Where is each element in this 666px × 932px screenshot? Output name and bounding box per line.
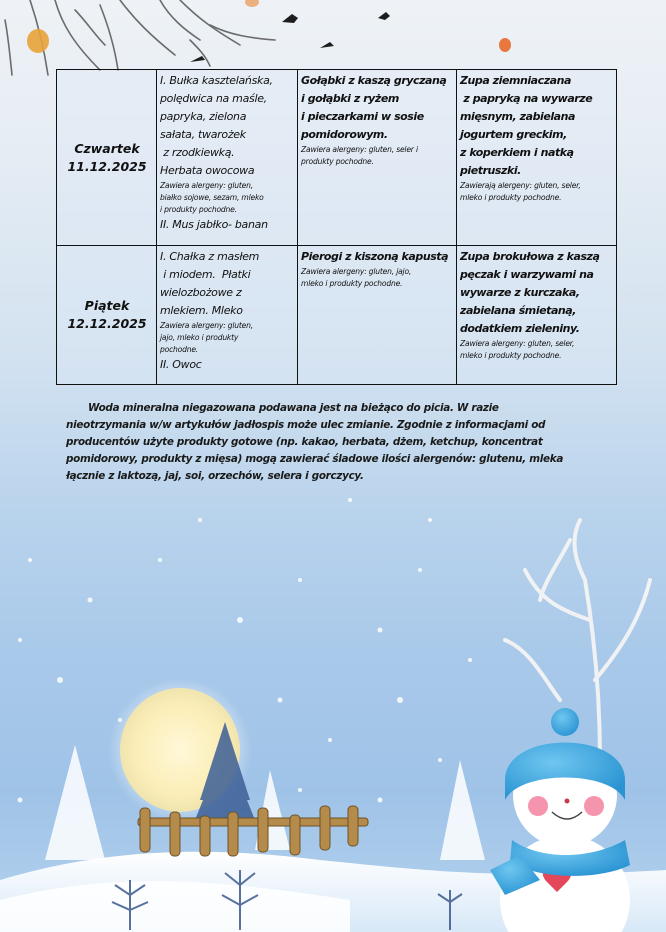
allergen-line: Zawiera alergeny: gluten, — [160, 181, 253, 190]
allergen-line: Zawiera alergeny: gluten, — [160, 321, 253, 330]
dish-line: Pierogi z kiszoną kapustą — [301, 250, 449, 263]
dish-line: wielozbożowe z — [160, 286, 242, 299]
dish-line: papryka, zielona — [160, 110, 247, 123]
allergen-line: Zawiera alergeny: gluten, jajo, — [301, 267, 412, 276]
note-line: pomidorowy, produkty z mięsa) mogą zawierać śladowe ilości alergenów: glutenu, mleka — [66, 453, 564, 465]
table-row — [57, 70, 617, 246]
menu-table — [56, 69, 617, 385]
autumn-leaf — [245, 0, 259, 7]
main-course-cell — [298, 70, 457, 246]
note-line: producentów użyte produkty gotowe (np. kakao, herbata, dżem, ketchup, koncentrat — [66, 436, 543, 448]
soup-cell — [457, 70, 617, 246]
menu-content — [56, 69, 616, 485]
allergen-line: mleko i produkty pochodne. — [460, 351, 562, 360]
soup-cell — [457, 246, 617, 385]
dish-line: I. Bułka kasztelańska, — [160, 74, 273, 87]
dish-line: z papryką na wywarze — [460, 92, 593, 105]
dish-line: Herbata owocowa — [160, 164, 255, 177]
allergen-line: Zawiera alergeny: gluten, seler i — [301, 145, 418, 154]
day-name: Czwartek — [74, 140, 140, 156]
dish-line: z rzodkiewką. — [160, 146, 235, 159]
note-line: łącznie z laktozą, jaj, soi, orzechów, selera i gorczycy. — [66, 470, 364, 482]
dish-line: i miodem. Płatki — [160, 268, 251, 281]
allergen-line: mleko i produkty pochodne. — [301, 279, 403, 288]
day-cell — [57, 246, 157, 385]
dish-line: Zupa ziemniaczana — [460, 74, 572, 87]
note-line: Woda mineralna niegazowana podawana jest na bieżąco do picia. W razie — [88, 402, 499, 414]
dish-line: mięsnym, zabielana — [460, 110, 575, 123]
allergen-line: Zawiera alergeny: gluten, seler, — [460, 339, 575, 348]
dish-line: pietruszki. — [460, 164, 521, 177]
dish-line: sałata, twarożek — [160, 128, 246, 141]
autumn-leaf — [27, 29, 49, 53]
dish-line: Gołąbki z kaszą gryczaną — [301, 74, 447, 87]
note-line: nieotrzymania w/w artykułów jadłospis może ulec zmianie. Zgodnie z informacjami od — [66, 419, 546, 431]
day-cell — [57, 70, 157, 246]
fence-decoration — [138, 806, 368, 856]
second-breakfast: II. Owoc — [160, 358, 202, 371]
allergen-line: i produkty pochodne. — [160, 205, 237, 214]
autumn-leaf — [499, 38, 511, 52]
dish-line: zabielana śmietaną, — [460, 304, 577, 317]
dish-line: dodatkiem zieleniny. — [460, 322, 580, 335]
day-name: Piątek — [84, 298, 130, 313]
day-date: 12.12.2025 — [67, 316, 147, 331]
dish-line: pomidorowym. — [301, 128, 388, 141]
allergen-line: białko sojowe, sezam, mleko — [160, 193, 264, 202]
dish-line: polędwica na maśle, — [160, 92, 267, 105]
dish-line: Zupa brokułowa z kaszą — [460, 250, 600, 263]
table-row — [57, 246, 617, 385]
dish-line: i pieczarkami w sosie — [301, 110, 424, 123]
allergen-line: produkty pochodne. — [301, 157, 374, 166]
dish-line: jogurtem greckim, — [460, 128, 567, 141]
birds-decoration — [190, 12, 390, 62]
breakfast-cell — [157, 246, 298, 385]
second-breakfast: II. Mus jabłko- banan — [160, 218, 268, 231]
breakfast-cell — [157, 70, 298, 246]
dish-line: z koperkiem i natką — [460, 146, 574, 159]
dish-line: i gołąbki z ryżem — [301, 92, 399, 105]
allergen-note — [66, 400, 606, 485]
day-date: 11.12.2025 — [67, 158, 147, 174]
dish-line: pęczak i warzywami na — [460, 268, 594, 281]
allergen-line: pochodne. — [160, 345, 199, 354]
allergen-line: mleko i produkty pochodne. — [460, 193, 562, 202]
allergen-line: jajo, mleko i produkty — [160, 333, 239, 342]
main-course-cell — [298, 246, 457, 385]
allergen-line: Zawierają alergeny: gluten, seler, — [460, 181, 581, 190]
dish-line: wywarze z kurczaka, — [460, 286, 580, 299]
dish-line: mlekiem. Mleko — [160, 304, 243, 317]
dish-line: I. Chałka z masłem — [160, 250, 260, 263]
snowman-decoration — [490, 708, 630, 932]
